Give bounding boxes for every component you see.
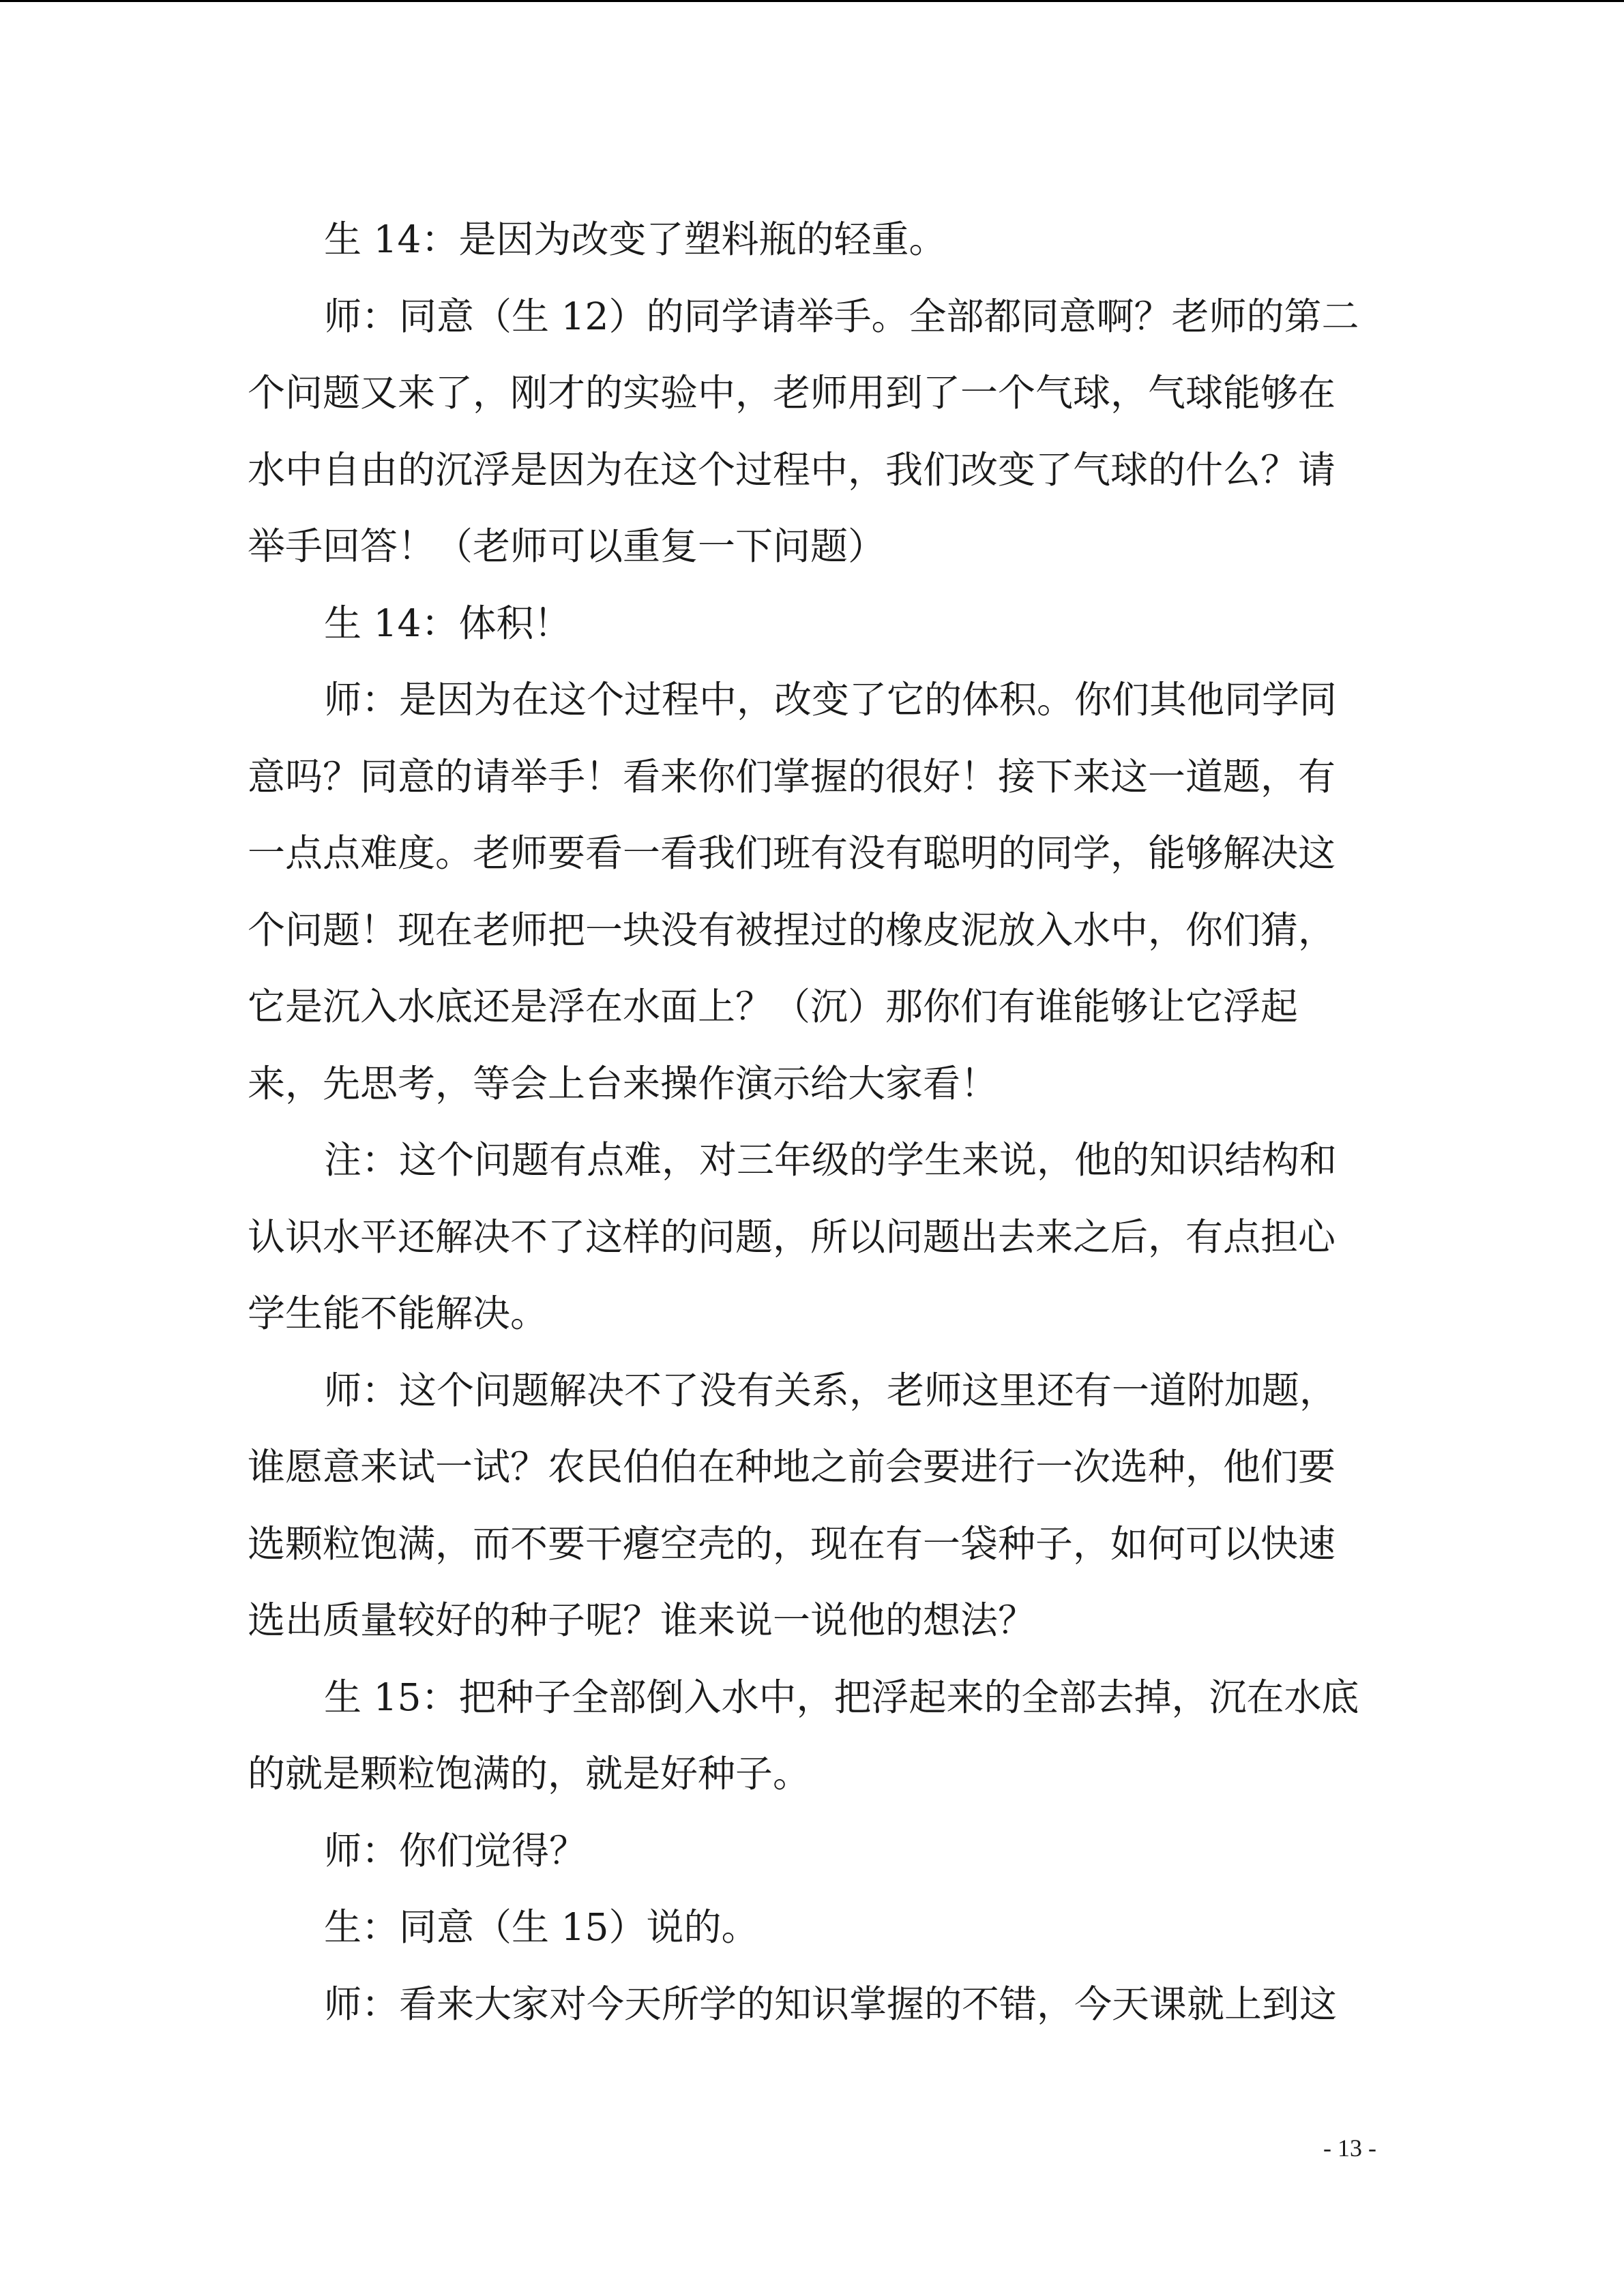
text-line: 意吗？同意的请举手！看来你们掌握的很好！接下来这一道题，有 [248, 754, 1336, 799]
text-line: 一点点难度。老师要看一看我们班有没有聪明的同学，能够解决这 [248, 831, 1336, 875]
text-line: 师：你们觉得？ [324, 1828, 587, 1873]
text-line: 认识水平还解决不了这样的问题，所以问题出去来之后，有点担心 [248, 1214, 1336, 1259]
text-line: 选出质量较好的种子呢？谁来说一说他的想法？ [248, 1598, 1036, 1642]
body-text [248, 201, 1359, 2042]
text-line: 师：这个问题解决不了没有关系，老师这里还有一道附加题， [324, 1368, 1338, 1412]
page-number: - 13 - [1323, 2134, 1376, 2162]
text-line: 举手回答！（老师可以重复一下问题） [248, 524, 886, 568]
text-line: 来，先思考，等会上台来操作演示给大家看！ [248, 1061, 999, 1105]
text-line: 生 14：是因为改变了塑料瓶的轻重。 [324, 218, 947, 261]
text-line: 个问题！现在老师把一块没有被捏过的橡皮泥放入水中，你们猜， [248, 908, 1336, 952]
text-line: 师：同意（生 12）的同学请举手。全部都同意啊？老师的第二 [324, 294, 1359, 338]
top-border-line [0, 0, 1624, 2]
text-line: 注：这个问题有点难，对三年级的学生来说，他的知识结构和 [324, 1138, 1338, 1182]
text-line: 生 15：把种子全部倒入水中，把浮起来的全部去掉，沉在水底 [324, 1675, 1359, 1719]
text-line: 师：是因为在这个过程中，改变了它的体积。你们其他同学同 [324, 678, 1338, 721]
text-line: 生：同意（生 15）说的。 [324, 1905, 759, 1949]
text-line: 学生能不能解决。 [248, 1292, 548, 1335]
text-line: 师：看来大家对今天所学的知识掌握的不错，今天课就上到这 [324, 1982, 1338, 2026]
text-line: 谁愿意来试一试？农民伯伯在种地之前会要进行一次选种，他们要 [248, 1445, 1336, 1489]
text-line: 它是沉入水底还是浮在水面上？（沉）那你们有谁能够让它浮起 [248, 985, 1299, 1028]
text-line: 水中自由的沉浮是因为在这个过程中，我们改变了气球的什么？请 [248, 447, 1336, 492]
text-line: 个问题又来了，刚才的实验中，老师用到了一个气球，气球能够在 [248, 371, 1336, 415]
text-line: 生 14：体积！ [324, 601, 572, 645]
text-line: 的就是颗粒饱满的，就是好种子。 [248, 1752, 811, 1795]
text-line: 选颗粒饱满，而不要干瘪空壳的，现在有一袋种子，如何可以快速 [248, 1521, 1336, 1566]
